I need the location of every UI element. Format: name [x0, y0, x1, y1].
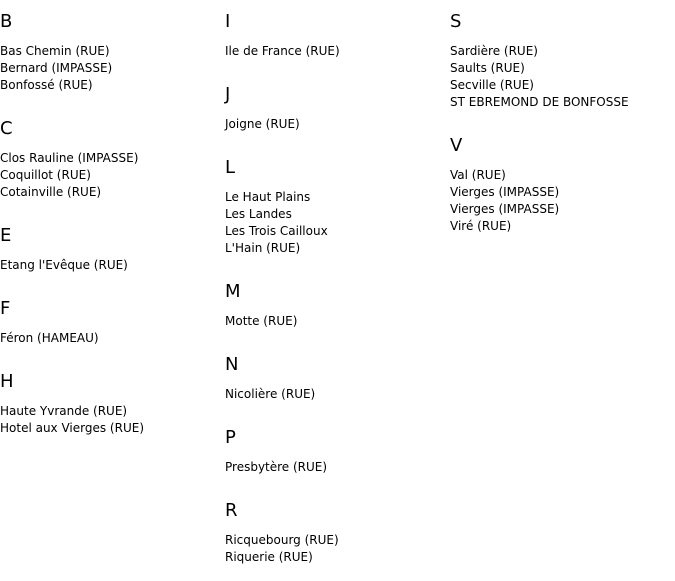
- street-name: Haute Yvrande (RUE): [0, 404, 128, 418]
- street-name: Clos Rauline (IMPASSE): [0, 151, 139, 165]
- letter-heading: M: [225, 281, 241, 302]
- street-list: [0, 140, 225, 214]
- street-name: Viré (RUE): [450, 219, 512, 233]
- street-list: [225, 303, 450, 343]
- letter-heading: C: [0, 118, 13, 139]
- street-index-column-2: [225, 0, 450, 579]
- street-name: Saults (RUE): [450, 61, 525, 75]
- street-name: Les Landes: [225, 207, 292, 221]
- letter-group-m: [225, 270, 450, 343]
- street-name: Cotainville (RUE): [0, 185, 102, 199]
- street-list: [225, 106, 450, 146]
- street-list: [0, 33, 225, 107]
- letter-group-l: [225, 146, 450, 270]
- street-list: [225, 376, 450, 416]
- street-index-column-1: [0, 0, 225, 450]
- street-name: Motte (RUE): [225, 314, 298, 328]
- letter-heading: R: [225, 500, 238, 521]
- letter-group-v: [450, 124, 675, 248]
- letter-group-i: [225, 0, 450, 73]
- street-name: Bas Chemin (RUE): [0, 44, 110, 58]
- street-name: Ile de France (RUE): [225, 44, 340, 58]
- street-name: Bernard (IMPASSE): [0, 61, 113, 75]
- street-name: Joigne (RUE): [225, 117, 300, 131]
- street-name: ST EBREMOND DE BONFOSSE: [450, 95, 629, 109]
- street-list: [0, 320, 225, 360]
- street-name: Val (RUE): [450, 168, 506, 182]
- street-name: Vierges (IMPASSE): [450, 185, 560, 199]
- letter-heading: E: [0, 225, 12, 246]
- street-name: Bonfossé (RUE): [0, 78, 93, 92]
- street-name: Sardière (RUE): [450, 44, 538, 58]
- street-name: Presbytère (RUE): [225, 460, 328, 474]
- street-name: Secville (RUE): [450, 78, 534, 92]
- street-list: [225, 449, 450, 489]
- street-name: Nicolière (RUE): [225, 387, 316, 401]
- letter-heading: H: [0, 371, 14, 392]
- letter-heading: N: [225, 354, 239, 375]
- street-list: [450, 33, 675, 124]
- street-name: Ricquebourg (RUE): [225, 533, 339, 547]
- street-list: [225, 33, 450, 73]
- street-name: Riquerie (RUE): [225, 550, 313, 564]
- street-list: [450, 157, 675, 248]
- letter-group-n: [225, 343, 450, 416]
- letter-heading: P: [225, 427, 236, 448]
- letter-heading: L: [225, 157, 236, 178]
- street-name: Féron (HAMEAU): [0, 331, 99, 345]
- letter-heading: B: [0, 11, 13, 32]
- street-list: [225, 522, 450, 579]
- street-name: L'Hain (RUE): [225, 241, 301, 255]
- letter-group-f: [0, 287, 225, 360]
- letter-group-j: [225, 73, 450, 146]
- letter-heading: J: [225, 84, 231, 105]
- street-name: Hotel aux Vierges (RUE): [0, 421, 144, 435]
- letter-group-e: [0, 214, 225, 287]
- letter-heading: F: [0, 298, 11, 319]
- street-name: Vierges (IMPASSE): [450, 202, 560, 216]
- letter-group-h: [0, 360, 225, 450]
- letter-heading: I: [225, 11, 231, 32]
- street-name: Etang l'Evêque (RUE): [0, 258, 128, 272]
- letter-group-r: [225, 489, 450, 579]
- letter-heading: V: [450, 135, 463, 156]
- street-name: Les Trois Cailloux: [225, 224, 328, 238]
- street-list: [0, 247, 225, 287]
- letter-group-p: [225, 416, 450, 489]
- letter-group-s: [450, 0, 675, 124]
- letter-heading: S: [450, 11, 462, 32]
- street-name: Coquillot (RUE): [0, 168, 91, 182]
- letter-group-c: [0, 107, 225, 214]
- street-list: [225, 179, 450, 270]
- street-index-column-3: [450, 0, 675, 248]
- street-list: [0, 393, 225, 450]
- letter-group-b: [0, 0, 225, 107]
- street-name: Le Haut Plains: [225, 190, 311, 204]
